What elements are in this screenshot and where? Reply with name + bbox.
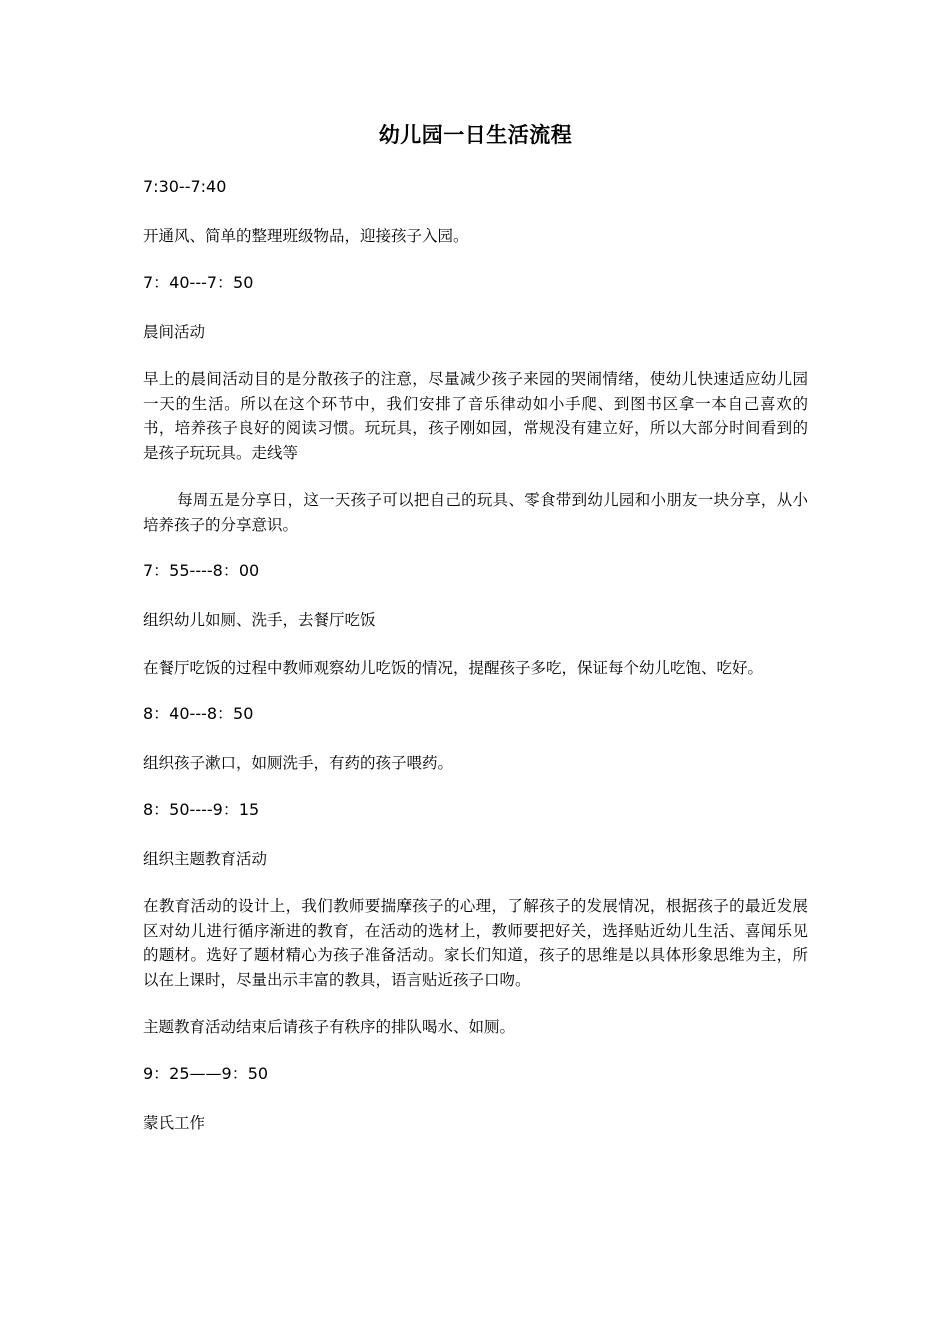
paragraph: 每周五是分享日，这一天孩子可以把自己的玩具、零食带到幼儿园和小朋友一块分享，从小培养孩子的分享意识。 [143, 491, 808, 534]
paragraph: 组织孩子漱口，如厕洗手，有药的孩子喂药。 [143, 754, 454, 772]
time-slot-4: 8：40---8：50 [143, 704, 254, 723]
paragraph: 开通风、简单的整理班级物品，迎接孩子入园。 [143, 227, 469, 245]
activity-heading: 晨间活动 [143, 322, 206, 341]
paragraph: 早上的晨间活动目的是分散孩子的注意，尽量减少孩子来园的哭闹情绪，使幼儿快速适应幼儿园一天的生活。所以在这个环节中，我们安排了音乐律动如小手爬、到图书区拿一本自己喜欢的书，培养孩子良好的阅读习惯。玩玩具，孩子刚如园，常规没有建立好，所以大部分时间看到的是孩子玩玩具。走线等 [143, 370, 808, 462]
time-slot-6: 9：25——9：50 [143, 1063, 269, 1083]
paragraph: 在餐厅吃饭的过程中教师观察幼儿吃饭的情况，提醒孩子多吃，保证每个幼儿吃饱、吃好。 [143, 658, 764, 677]
time-slot-3: 7：55----8：00 [143, 561, 260, 580]
document-page [143, 118, 808, 1158]
activity-heading: 蒙氏工作 [143, 1113, 206, 1132]
paragraph: 在教育活动的设计上，我们教师要揣摩孩子的心理，了解孩子的发展情况，根据孩子的最近发展区对幼儿进行循序渐进的教育，在活动的选材上，教师要把好关，选择贴近幼儿生活、喜闻乐见的题材。选好了题材精心为孩子准备活动。家长们知道，孩子的思维是以具体形象思维为主，所以在上课时，尽量出示丰富的教具，语言贴近孩子口吻。 [143, 897, 808, 989]
activity-heading: 组织幼儿如厕、洗手，去餐厅吃饭 [143, 611, 376, 629]
activity-heading: 组织主题教育活动 [143, 849, 268, 868]
paragraph: 主题教育活动结束后请孩子有秩序的排队喝水、如厕。 [143, 1018, 516, 1036]
time-slot-2: 7：40---7：50 [143, 272, 254, 292]
page-title: 幼儿园一日生活流程 [378, 122, 573, 147]
time-slot-5: 8：50----9：15 [143, 799, 260, 819]
time-slot-1: 7:30--7:40 [143, 177, 227, 196]
